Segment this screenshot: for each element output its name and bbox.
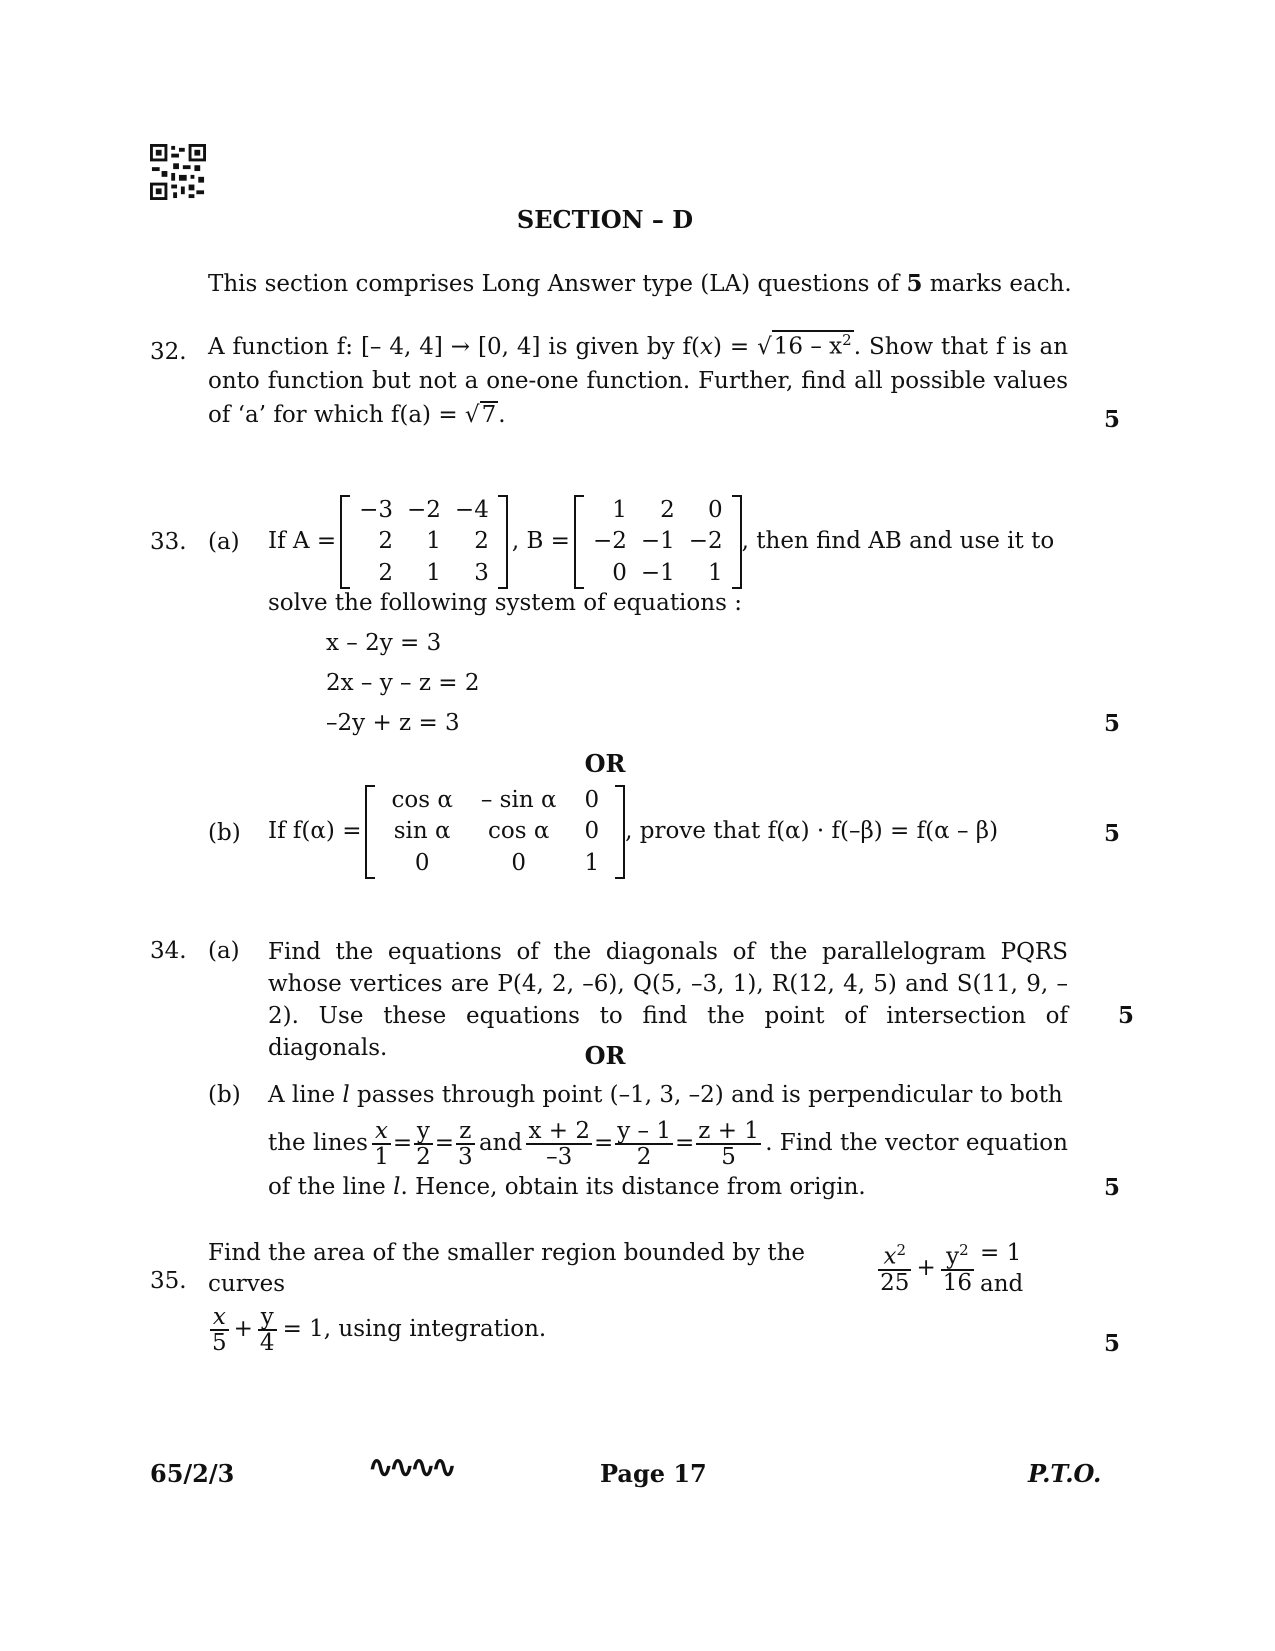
question-32-text: A function f: [– 4, 4] → [0, 4] is given by $f(x) = √16 - x^2$. Show that f is an onto function but not a one-one function. Further, find all possible values of ‘a’ for which f(a) = √7. — [208, 331, 1069, 428]
or-separator-34: OR — [584, 1041, 626, 1070]
prove-text: , prove that f(α) · f(–β) = f(α – β) — [625, 818, 999, 845]
paper-code: 65/2/3 — [150, 1459, 235, 1488]
fraction-x2-25: $\frac{x^2}{25}$ — [880, 1241, 910, 1296]
q34b-fraction-line: the lines $\frac{x}{1}$ = $\frac{y}{2}$ = $\frac{z}{3}$ and $\frac{x + 2}{-3}$ = $\frac{y - 1}{2}$ = $\frac{z + 1}{5}$ . Find the vector equation — [268, 1117, 1068, 1170]
page-number: Page 17 — [600, 1459, 707, 1488]
matrix-f: cos α – sin α 0 sin α cos α 0 0 0 1 — [365, 785, 625, 878]
equation-3: –2y + z = 3 — [326, 710, 460, 736]
fraction-z-3: $\frac{z}{3}$ — [458, 1117, 473, 1170]
q33-matrix-line — [268, 487, 1054, 597]
equation-1: x – 2y = 3 — [326, 630, 442, 656]
question-number-34: 34. — [150, 938, 187, 964]
sqrt-expression: $16 - x^2$ — [773, 331, 852, 360]
q34b-text-line3: of the line l. Hence, obtain its distance from origin. — [268, 1174, 866, 1200]
q33-solve-text: solve the following system of equations : — [268, 590, 742, 616]
matrix-b: 1 2 0 −2 −1 −2 0 −1 1 — [574, 495, 742, 588]
q34a-text: Find the equations of the diagonals of the parallelogram PQRS whose vertices are P(4, 2, –6), Q(5, –3, 1), R(12, 4, 5) and S(11, 9, –2). Use these equations to find the point of intersection of diagonals. — [268, 939, 1068, 1061]
marks-q34b: 5 — [1103, 1174, 1120, 1201]
fraction-y-minus-1: $\frac{y - 1}{2}$ — [617, 1117, 671, 1170]
question-number-35: 35. — [150, 1268, 187, 1294]
marks-q35: 5 — [1103, 1330, 1120, 1357]
comma-b-text: , B = — [511, 528, 570, 555]
fraction-y2-16: $\frac{y^2}{16}$ — [942, 1241, 973, 1296]
fraction-x-5: $\frac{x}{5}$ — [212, 1303, 227, 1356]
pto-label: P.T.O. — [1028, 1459, 1102, 1488]
then-text: , then find AB and use it to — [741, 528, 1055, 555]
section-intro: This section comprises Long Answer type (LA) questions of 5 marks each. — [208, 270, 1072, 297]
question-number-32: 32. — [150, 339, 187, 365]
q33-part-a-label: (a) — [208, 529, 240, 555]
equation-2: 2x – y – z = 2 — [326, 670, 480, 696]
fraction-x-plus-2: $\frac{x + 2}{-3}$ — [528, 1117, 590, 1170]
fraction-z-plus-1: $\frac{z + 1}{5}$ — [698, 1117, 759, 1170]
squiggle-decoration: ∿∿∿∿ — [368, 1450, 453, 1485]
marks-q33b: 5 — [1103, 820, 1120, 847]
section-title: SECTION – D — [516, 205, 694, 234]
fraction-y-4: $\frac{y}{4}$ — [259, 1303, 275, 1356]
matrix-a: −3 −2 −4 2 1 2 2 1 3 — [340, 495, 508, 588]
if-a-text: If A = — [268, 528, 337, 555]
marks-q34a: 5 — [1117, 1002, 1134, 1029]
marks-q33a: 5 — [1103, 710, 1120, 737]
question-number-33: 33. — [150, 529, 187, 555]
q33-part-b-label: (b) — [208, 820, 241, 846]
sqrt-seven: 7 — [481, 402, 497, 428]
fraction-y-2: $\frac{y}{2}$ — [416, 1117, 431, 1170]
q34-part-b-label: (b) — [208, 1082, 241, 1108]
q34b-text-line1: A line l passes through point (–1, 3, –2) and is perpendicular to both — [268, 1082, 1063, 1108]
or-separator-33: OR — [584, 749, 626, 778]
q33b-matrix-line — [268, 776, 998, 888]
if-f-text: If f(α) = — [268, 818, 362, 845]
q34-part-a-label: (a) — [208, 938, 240, 964]
qr-code — [150, 144, 206, 200]
q35-line2: $\frac{x}{5}$ + $\frac{y}{4}$ = 1, using integration. — [212, 1303, 547, 1356]
fraction-x-1: $\frac{x}{1}$ — [374, 1117, 389, 1170]
marks-q32: 5 — [1103, 406, 1120, 433]
q35-line1: Find the area of the smaller region bounded by the curves $\frac{x^2}{25}$ + $\frac{y^2}{16}$ = 1 and — [208, 1239, 1024, 1297]
